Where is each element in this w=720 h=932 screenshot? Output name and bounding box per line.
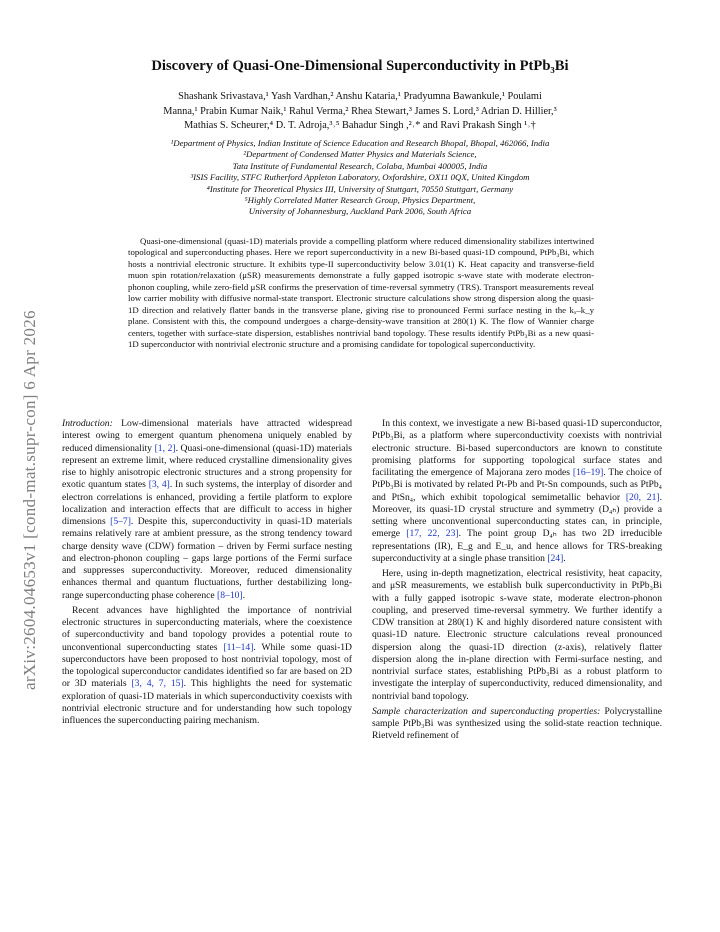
citation-link[interactable]: [3, 4]	[148, 479, 170, 491]
text-run: . Quasi-one-dimensional (quasi-1D) materials represent an extreme limit, where reduced crystalline dimensionality gives rise to highly anisotropic electronic structures and a strong propensity for exotic quantum states	[62, 442, 352, 491]
citation-link[interactable]: [3, 4, 7, 15]	[131, 678, 184, 690]
section-heading-introduction: Introduction:	[62, 418, 113, 429]
text-run: . The choice of PtPb₃Bi is motivated by related Pt-Pb and Pt-Sn compounds, such as PtPb₄ and PtSn₄, which exhibit topological semimetallic behavior	[372, 467, 662, 503]
body-paragraph	[372, 418, 662, 565]
left-column	[62, 418, 352, 727]
affiliation-line: ⁵Highly Correlated Matter Research Group, Physics Department,	[244, 195, 476, 206]
text-run: . In such systems, the interplay of disorder and electron correlations is enhanced, providing a fertile platform to explore localization and interaction effects that are difficult to access in higher dimensions	[62, 479, 352, 527]
citation-link[interactable]: [24]	[547, 552, 564, 564]
body-paragraph	[62, 605, 352, 728]
citation-link[interactable]: [16–19]	[572, 467, 604, 478]
citation-link[interactable]: [5–7]	[110, 516, 131, 527]
arxiv-identifier-stamp: arXiv:2604.04653v1 [cond-mat.supr-con] 6 Apr 2026	[20, 310, 39, 690]
affiliation-line: University of Johannesburg, Auckland Park 2006, South Africa	[248, 206, 472, 217]
citation-link[interactable]: [20, 21]	[625, 491, 660, 503]
author-line: Shashank Srivastava,¹ Yash Vardhan,² Anshu Kataria,¹ Pradyumna Bawankule,¹ Poulami	[178, 91, 542, 102]
citation-link[interactable]: [1, 2]	[154, 442, 176, 454]
section-heading-sample: Sample characterization and superconducting properties:	[372, 705, 601, 717]
sample-paragraph	[372, 706, 662, 743]
author-line: Mathias S. Scheurer,⁴ D. T. Adroja,³˒⁵ Bahadur Singh ,²˒* and Ravi Prakash Singh ¹˒†	[184, 120, 536, 132]
citation-link[interactable]: [17, 22, 23]	[406, 528, 459, 540]
citation-link[interactable]: [8–10]	[217, 589, 243, 601]
body-paragraph: Here, using in-depth magnetization, electrical resistivity, heat capacity, and μSR measurements, we establish bulk superconductivity in PtPb₃Bi with a fully gapped isotropic s-wave state, moderate electron-phonon coupling, and preserved time-reversal symmetry. We further identify a CDW transition at 280(1) K and highly disordered nature consistent with quasi-1D nature. Electronic structure calculations reveal pronounced dispersion along the quasi-1D direction (z-axis), relatively flatter dispersion along the in-plane direction with Fermi-surface nesting, and nontrivial surface states, establishing PtPb₃Bi as a robust platform to investigate the interplay of superconductivity, reduced dimensionality, and nontrivial band topology.	[372, 568, 662, 702]
affiliation-line: Tata Institute of Fundamental Research, Colaba, Mumbai 400005, India	[232, 160, 488, 171]
text-run: . Despite this, superconductivity in quasi-1D materials remains relatively rare at ambient pressure, as the strong tendency toward charge density wave (CDW) formation – driven by Fermi surface nesting and electron-phonon coupling – gaps large portions of the Fermi surface and suppresses superconductivity. Moreover, reduced dimensionality enhances thermal and quantum fluctuations, further destabilizing long-range superconducting phase coherence	[62, 516, 352, 601]
author-line: Manna,¹ Prabin Kumar Naik,¹ Rahul Verma,² Rhea Stewart,³ James S. Lord,³ Adrian D. Hillier,³	[163, 105, 557, 117]
affiliations	[90, 138, 630, 218]
text-run: .	[563, 552, 566, 564]
text-run: . This highlights the need for systematic exploration of quasi-1D materials in which superconductivity coexists with nontrivial electronic structure and for understanding how such topology influences the superconducting pairing mechanism.	[62, 678, 352, 726]
text-run: . Moreover, its quasi-1D crystal structure and symmetry (D₄ₕ) provide a setting where unconventional superconducting states can, in principle, emerge	[372, 491, 662, 540]
text-run: Polycrystalline sample PtPb₃Bi was synthesized using the solid-state reaction technique. Rietveld refinement of	[372, 705, 663, 742]
text-run: . The point group D₄ₕ has two 2D irreducible representations (IR), E_g and E_u, and hence allows for TRS-breaking superconductivity at a single phase transition	[372, 528, 662, 564]
affiliation-line: ⁴Institute for Theoretical Physics III, University of Stuttgart, 70550 Stuttgart, Germany	[206, 183, 514, 194]
paper-title: Discovery of Quasi-One-Dimensional Superconductivity in PtPb₃Bi	[151, 58, 569, 74]
text-run: Recent advances have highlighted the importance of nontrivial electronic structures in superconducting materials, where the coexistence of superconductivity and band topology provides a potential route to unconventional superconducting states	[62, 604, 352, 653]
intro-paragraph	[62, 418, 352, 602]
author-list	[100, 90, 620, 134]
right-column	[372, 418, 662, 743]
text-run: . While some quasi-1D superconductors have been proposed to host nontrivial topology, most of the topological superconductor candidates identified so far are based on 2D or 3D materials	[62, 641, 352, 690]
affiliation-line: ¹Department of Physics, Indian Institute of Science Education and Research Bhopal, Bhopal, 462066, India	[170, 138, 550, 148]
affiliation-line: ²Department of Condensed Matter Physics and Materials Science,	[243, 149, 477, 160]
text-run: .	[242, 589, 246, 601]
citation-link[interactable]: [11–14]	[223, 641, 254, 653]
text-run: In this context, we investigate a new Bi-based quasi-1D superconductor, PtPb₃Bi, as a platform where superconductivity coexists with nontrivial electronic structure. Bi-based superconductors are known to constitute promising platforms for supporting topological surface states and facilitating the emergence of Majorana zero modes	[372, 418, 662, 478]
abstract: Quasi-one-dimensional (quasi-1D) materials provide a compelling platform where reduced dimensionality stabilizes intertwined topological and superconducting phases. Here we report superconductivity in a new Bi-based quasi-1D compound, PtPb₃Bi, which hosts a nontrivial electronic structure. It exhibits type-II superconductivity below 3.01(1) K. Heat capacity and transverse-field muon spin rotation/relaxation (μSR) measurements demonstrate a fully gapped isotropic s-wave state with moderate electron-phonon coupling, while zero-field μSR confirms the preservation of time-reversal symmetry (TRS). Transport measurements reveal low carrier mobility with diffusive normal-state transport. Electronic structure calculations show strong dispersion along the quasi-1D direction and relatively flatter bands in the transverse plane, giving rise to pronounced Fermi surface nesting in the kₓ–k_y plane. Consistent with this, the compound undergoes a charge-density-wave transition at 280(1) K. The flow of Wannier charge centers, together with surface-state dispersion, establishes nontrivial band topology. These results identify PtPb₃Bi as a new quasi-1D superconductor with nontrivial electronic structure and a promising candidate for topological superconductivity.	[128, 236, 594, 350]
affiliation-line: ³ISIS Facility, STFC Rutherford Appleton Laboratory, Oxfordshire, OX11 0QX, United Kingdom	[190, 172, 530, 183]
text-run: Low-dimensional materials have attracted widespread interest owing to emergent quantum phenomena uniquely enabled by reduced dimensionality	[62, 418, 352, 454]
